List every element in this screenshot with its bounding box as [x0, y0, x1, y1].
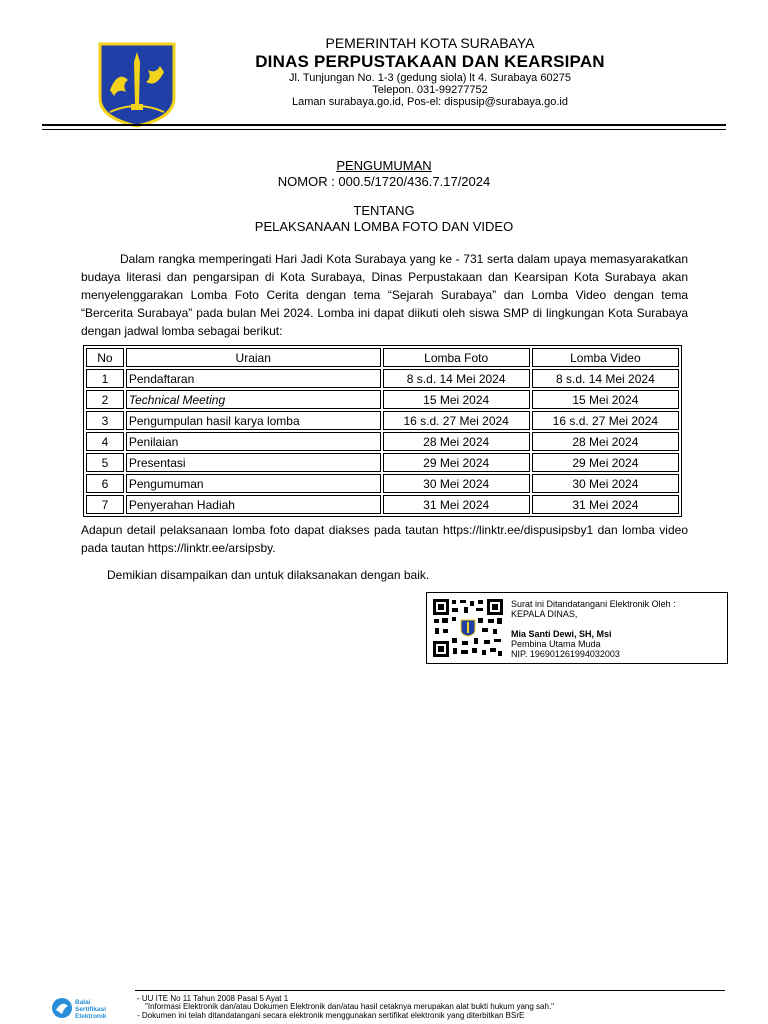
row-no: 3: [86, 411, 124, 430]
row-no: 1: [86, 369, 124, 388]
row-uraian: Pengumpulan hasil karya lomba: [126, 411, 381, 430]
svg-text:Sertifikasi: Sertifikasi: [75, 1006, 107, 1013]
row-lomba-video: 28 Mei 2024: [532, 432, 679, 451]
surabaya-crest-logo: [96, 40, 178, 128]
signature-rank: Pembina Utama Muda: [511, 639, 601, 649]
signature-nip: NIP. 196901261994032003: [511, 649, 620, 659]
row-no: 6: [86, 474, 124, 493]
footer-bsre-note: - Dokumen ini telah ditandatangani secara elektronik menggunakan sertifikat elektronik yang diterbitkan BSrE: [137, 1011, 525, 1020]
row-no: 4: [86, 432, 124, 451]
svg-text:Elektronik: Elektronik: [75, 1013, 107, 1020]
row-lomba-foto: 29 Mei 2024: [383, 453, 530, 472]
announcement-about: TENTANG: [353, 203, 415, 218]
letterhead-web: Laman surabaya.go.id, Pos-el: dispusip@surabaya.go.id: [292, 96, 568, 108]
closing-paragraph: Demikian disampaikan dan untuk dilaksanakan dengan baik.: [107, 568, 430, 582]
row-no: 7: [86, 495, 124, 514]
bsre-logo: [50, 995, 130, 1021]
table-row: [86, 474, 679, 493]
header-lomba-foto: Lomba Foto: [383, 348, 530, 367]
row-lomba-foto: 8 s.d. 14 Mei 2024: [383, 369, 530, 388]
row-lomba-foto: 31 Mei 2024: [383, 495, 530, 514]
row-uraian: Pendaftaran: [126, 369, 381, 388]
header-no: No: [86, 348, 124, 367]
row-no: 2: [86, 390, 124, 409]
letterhead-agency: DINAS PERPUSTAKAAN DAN KEARSIPAN: [255, 52, 605, 71]
qr-code-icon: [432, 598, 504, 658]
footer-law: - UU ITE No 11 Tahun 2008 Pasal 5 Ayat 1: [137, 994, 289, 1003]
row-uraian: Pengumuman: [126, 474, 381, 493]
table-row: [86, 495, 679, 514]
row-uraian: Penilaian: [126, 432, 381, 451]
row-lomba-video: 8 s.d. 14 Mei 2024: [532, 369, 679, 388]
row-uraian: Technical Meeting: [126, 390, 381, 409]
row-lomba-video: 29 Mei 2024: [532, 453, 679, 472]
detail-paragraph: Adapun detail pelaksanaan lomba foto dapat diakses pada tautan https://linktr.ee/dispusipsby1 dan lomba video pada tautan https://linktr.ee/arsipsby.: [81, 523, 688, 555]
table-header-row: [86, 348, 679, 367]
row-lomba-video: 15 Mei 2024: [532, 390, 679, 409]
signature-note: Surat ini Ditandatangani Elektronik Oleh :: [511, 599, 676, 609]
e-signature-box: [426, 592, 728, 664]
table-row: [86, 369, 679, 388]
letterhead-divider-thin: [42, 129, 726, 130]
footer-divider: [135, 990, 725, 991]
schedule-table: [83, 345, 682, 517]
header-uraian: Uraian: [126, 348, 381, 367]
svg-text:Balai: Balai: [75, 999, 91, 1006]
letterhead-phone: Telepon. 031-99277752: [372, 84, 488, 96]
letterhead-address: Jl. Tunjungan No. 1-3 (gedung siola) lt 4. Surabaya 60275: [289, 72, 571, 84]
table-row: [86, 432, 679, 451]
announcement-title: PENGUMUMAN: [336, 158, 432, 173]
announcement-subject: PELAKSANAAN LOMBA FOTO DAN VIDEO: [254, 219, 514, 234]
signature-name: Mia Santi Dewi, SH, Msi: [511, 629, 612, 639]
header-lomba-video: Lomba Video: [532, 348, 679, 367]
table-row: [86, 390, 679, 409]
row-lomba-video: 31 Mei 2024: [532, 495, 679, 514]
letterhead-divider: [42, 124, 726, 126]
intro-paragraph: Dalam rangka memperingati Hari Jadi Kota Surabaya yang ke - 731 serta dalam upaya memasyarakatkan budaya literasi dan pengarsipan di Kota Surabaya, Dinas Perpustakaan dan Kearsipan Kota Surabaya akan menyelenggarakan Lomba Foto Cerita dengan tema “Sejarah Surabaya” dan Lomba Video dengan tema “Bercerita Surabaya” pada bulan Mei 2024. Lomba ini dapat diikuti oleh siswa SMP di lingkungan Kota Surabaya dengan jadwal lomba sebagai berikut:: [81, 252, 688, 338]
row-uraian: Presentasi: [126, 453, 381, 472]
row-lomba-foto: 30 Mei 2024: [383, 474, 530, 493]
table-row: [86, 453, 679, 472]
letterhead-government: PEMERINTAH KOTA SURABAYA: [325, 35, 535, 51]
announcement-number: NOMOR : 000.5/1720/436.7.17/2024: [277, 174, 491, 189]
row-lomba-foto: 16 s.d. 27 Mei 2024: [383, 411, 530, 430]
row-lomba-foto: 28 Mei 2024: [383, 432, 530, 451]
table-row: [86, 411, 679, 430]
row-uraian: Penyerahan Hadiah: [126, 495, 381, 514]
row-lomba-foto: 15 Mei 2024: [383, 390, 530, 409]
row-lomba-video: 30 Mei 2024: [532, 474, 679, 493]
signature-position: KEPALA DINAS,: [511, 609, 578, 619]
footer-quote: "Informasi Elektronik dan/atau Dokumen Elektronik dan/atau hasil cetaknya merupakan alat bukti hukum yang sah.": [145, 1002, 555, 1011]
row-lomba-video: 16 s.d. 27 Mei 2024: [532, 411, 679, 430]
announcement-title-wrap: [0, 158, 768, 173]
row-no: 5: [86, 453, 124, 472]
